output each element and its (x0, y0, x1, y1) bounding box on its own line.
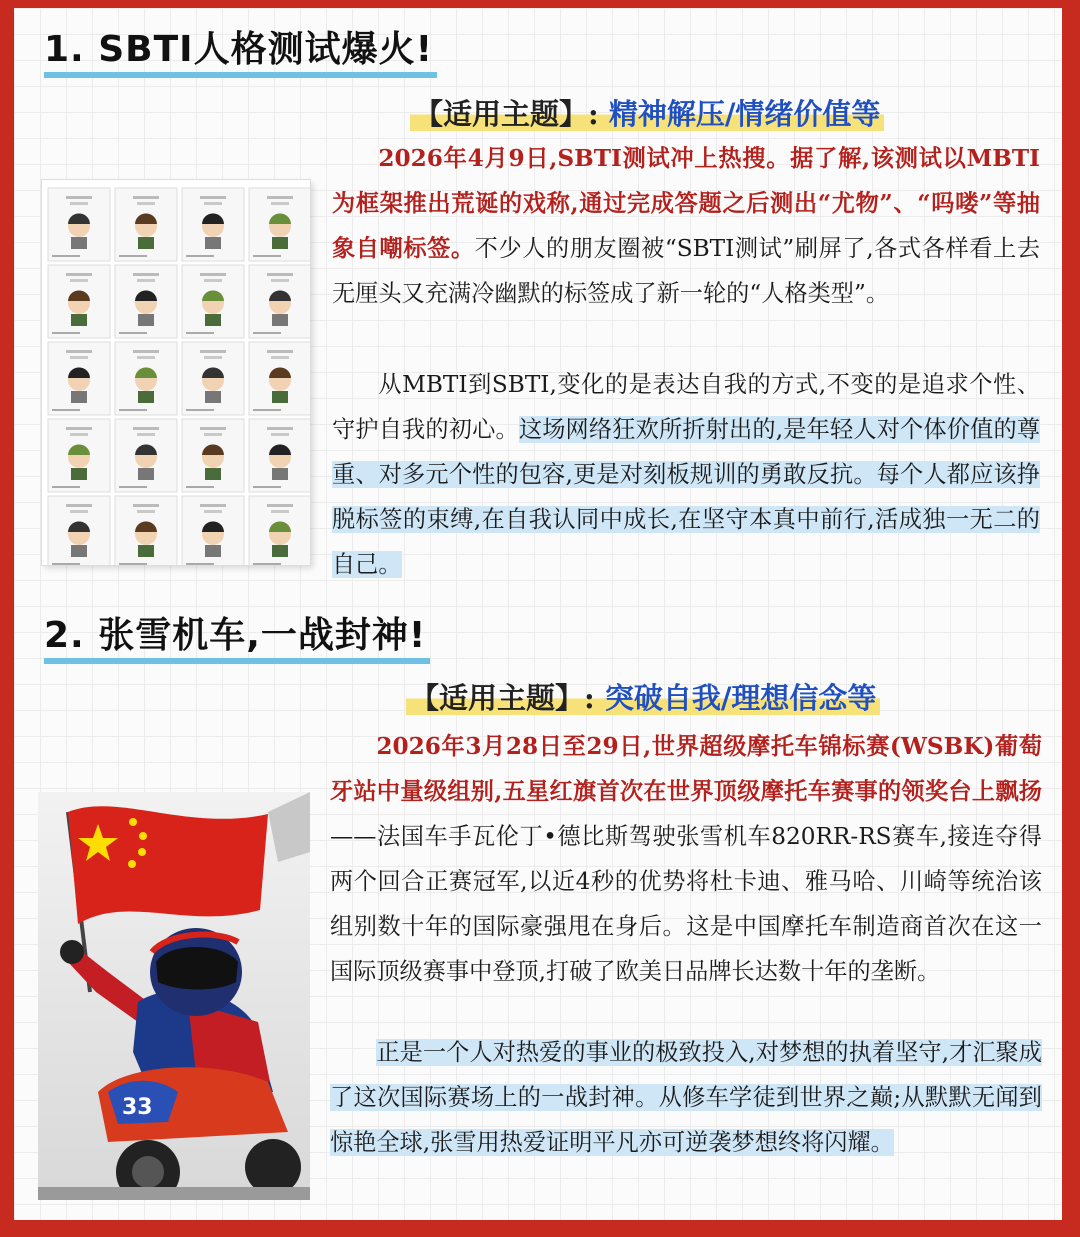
section1-paragraph-2 (332, 362, 1040, 587)
result-card (48, 496, 110, 565)
result-card (48, 265, 110, 338)
section2-blue-highlight: 正是一个人对热爱的事业的极致投入,对梦想的执着坚守,才汇聚成了这次国际赛场上的一战封神。从修车学徒到世界之巅;从默默无闻到惊艳全球,张雪用热爱证明平凡亦可逆袭梦想终将闪耀。 (330, 1039, 1042, 1156)
result-card (249, 496, 310, 565)
theme-label: 【适用主题】 (410, 681, 585, 715)
section1-red-text: 2026年4月9日,SBTI测试冲上热搜。据了解,该测试以MBTI为框架推出荒诞的戏称,通过完成答题之后测出“尤物”、“吗喽”等抽象自嘲标签。 (332, 145, 1040, 262)
result-card (48, 419, 110, 492)
rear-wheel-icon (245, 1139, 301, 1195)
motorcycle-rider-flag-photo (38, 792, 310, 1200)
sbti-result-cards-image (42, 180, 310, 565)
section1-plain-text: 不少人的朋友圈被“SBTI测试”刷屏了,各式各样看上去无厘头又充满冷幽默的标签成了新一轮的“人格类型”。 (332, 235, 1041, 307)
glove-icon (60, 940, 84, 964)
section1-blue-highlight: 这场网络狂欢所折射出的,是年轻人对个体价值的尊重、对多元个性的包容,更是对刻板规训的勇敢反抗。每个人都应该挣脱标签的束缚,在自我认同中成长,在坚守本真中前行,活成独一无二的自己。 (332, 416, 1041, 578)
result-card (48, 188, 110, 261)
section1-p2-plain: 从MBTI到SBTI,变化的是表达自我的方式,不变的是追求个性、守护自我的初心。 (332, 371, 1040, 443)
result-card (182, 265, 244, 338)
section2-heading: 2. 张雪机车,一战封神! (44, 614, 426, 658)
section1-heading: 1. SBTI人格测试爆火! (44, 28, 433, 72)
section1-theme: 【适用主题】: 精神解压/情绪价值等 (410, 94, 884, 134)
result-card (115, 342, 177, 415)
section2-paragraph-2 (330, 1030, 1042, 1165)
race-number: 33 (122, 1095, 153, 1120)
result-card (249, 342, 310, 415)
section2-plain-text: ——法国车手瓦伦丁•德比斯驾驶张雪机车820RR-RS赛车,接连夺得两个回合正赛冠军,以近4秒的优势将杜卡迪、雅马哈、川崎等统治该组别数十年的国际豪强甩在身后。这是中国摩托车制造商首次在这一国际顶级赛事中登顶,打破了欧美日品牌长达数十年的垄断。 (330, 823, 1042, 985)
result-card (182, 342, 244, 415)
section2-paragraph-1 (330, 724, 1042, 994)
theme-value: 突破自我/理想信念等 (604, 681, 877, 715)
result-card (115, 496, 177, 565)
heading-underline (44, 72, 437, 78)
article-page (14, 8, 1062, 1220)
theme-value: 精神解压/情绪价值等 (608, 97, 881, 131)
result-card (115, 265, 177, 338)
result-card (182, 419, 244, 492)
sbti-cards-grid (42, 180, 310, 565)
result-card (115, 188, 177, 261)
china-flag (68, 806, 268, 924)
result-card (115, 419, 177, 492)
result-card (182, 496, 244, 565)
result-card (182, 188, 244, 261)
section2-red-text: 2026年3月28日至29日,世界超级摩托车锦标赛(WSBK)葡萄牙站中量级组别,五星红旗首次在世界顶级摩托车赛事的领奖台上飘扬 (330, 733, 1042, 805)
result-card (249, 265, 310, 338)
heading-underline (44, 658, 430, 664)
result-card (48, 342, 110, 415)
result-card (249, 419, 310, 492)
section1-paragraph-1 (332, 136, 1040, 316)
result-card (249, 188, 310, 261)
theme-label: 【适用主题】 (414, 97, 589, 131)
section2-theme: 【适用主题】: 突破自我/理想信念等 (406, 678, 880, 718)
rider-illustration (38, 792, 310, 1200)
